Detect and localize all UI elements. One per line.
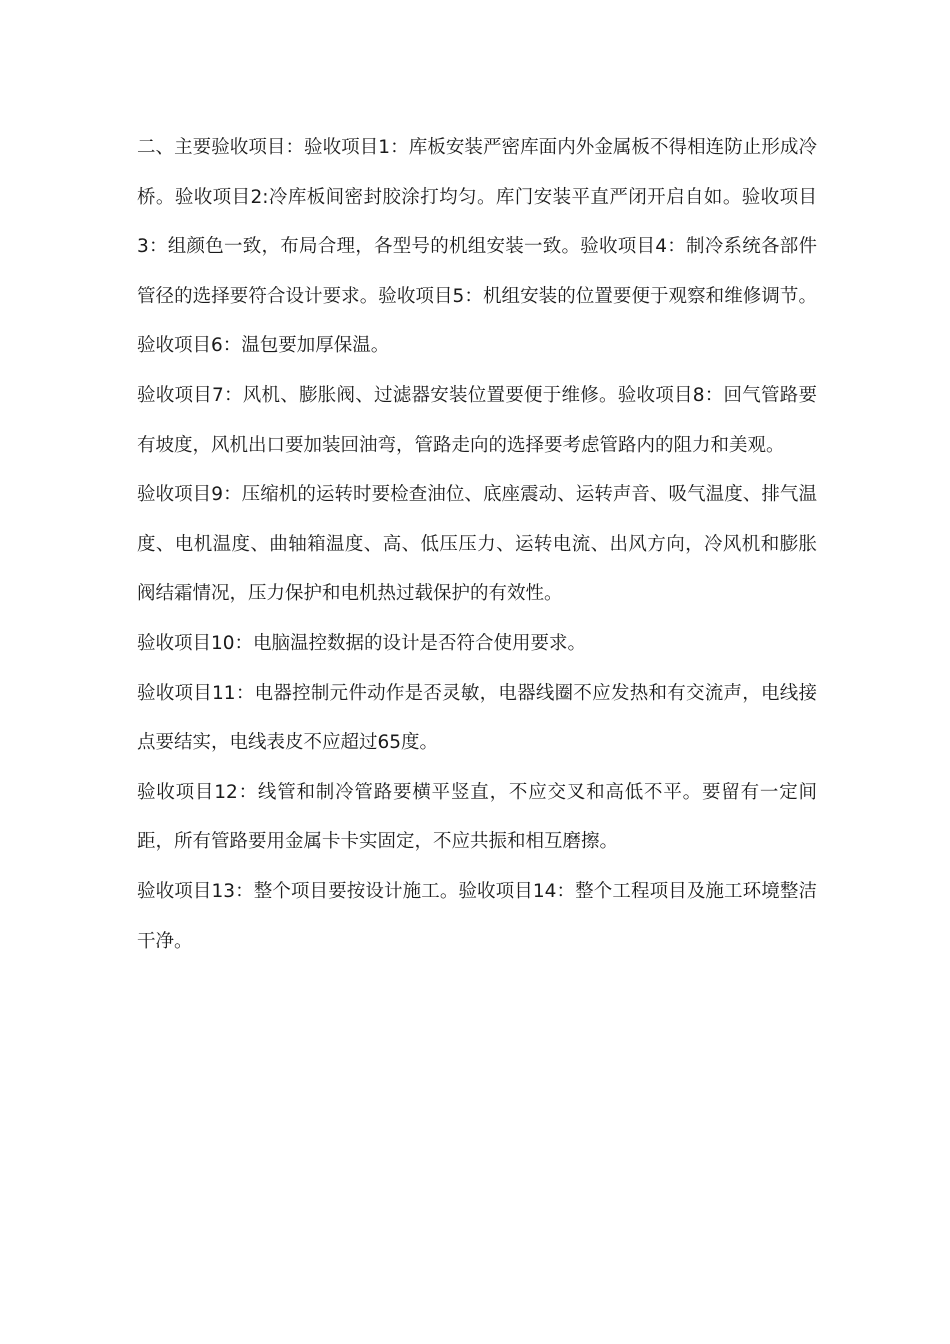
paragraph-item-9: 验收项目9：压缩机的运转时要检查油位、底座震动、运转声音、吸气温度、排气温度、电机温度、曲轴箱温度、高、低压压力、运转电流、出风方向，冷风机和膨胀阀结霜情况，压力保护和电机热过载保护的有效性。: [137, 484, 817, 605]
paragraph-item-13-14: 验收项目13：整个项目要按设计施工。验收项目14：整个工程项目及施工环境整洁干净。: [137, 880, 817, 952]
document-body: [137, 123, 817, 966]
paragraph-item-11: 验收项目11：电器控制元件动作是否灵敏，电器线圈不应发热和有交流声，电线接点要结实，电线表皮不应超过65度。: [137, 682, 817, 754]
paragraph-item-12: 验收项目12：线管和制冷管路要横平竖直，不应交叉和高低不平。要留有一定间距，所有管路要用金属卡卡实固定，不应共振和相互磨擦。: [137, 781, 817, 853]
paragraph-item-7-8: 验收项目7：风机、膨胀阀、过滤器安装位置要便于维修。验收项目8：回气管路要有坡度，风机出口要加装回油弯，管路走向的选择要考虑管路内的阻力和美观。: [137, 384, 817, 456]
paragraph-item-10: 验收项目10：电脑温控数据的设计是否符合使用要求。: [137, 632, 587, 654]
paragraph-main-items: 二、主要验收项目：验收项目1：库板安装严密库面内外金属板不得相连防止形成冷桥。验收项目2:冷库板间密封胶涂打均匀。库门安装平直严闭开启自如。验收项目3：组颜色一致，布局合理，各型号的机组安装一致。验收项目4：制冷系统各部件管径的选择要符合设计要求。验收项目5：机组安装的位置要便于观察和维修调节。验收项目6：温包要加厚保温。: [137, 137, 817, 357]
